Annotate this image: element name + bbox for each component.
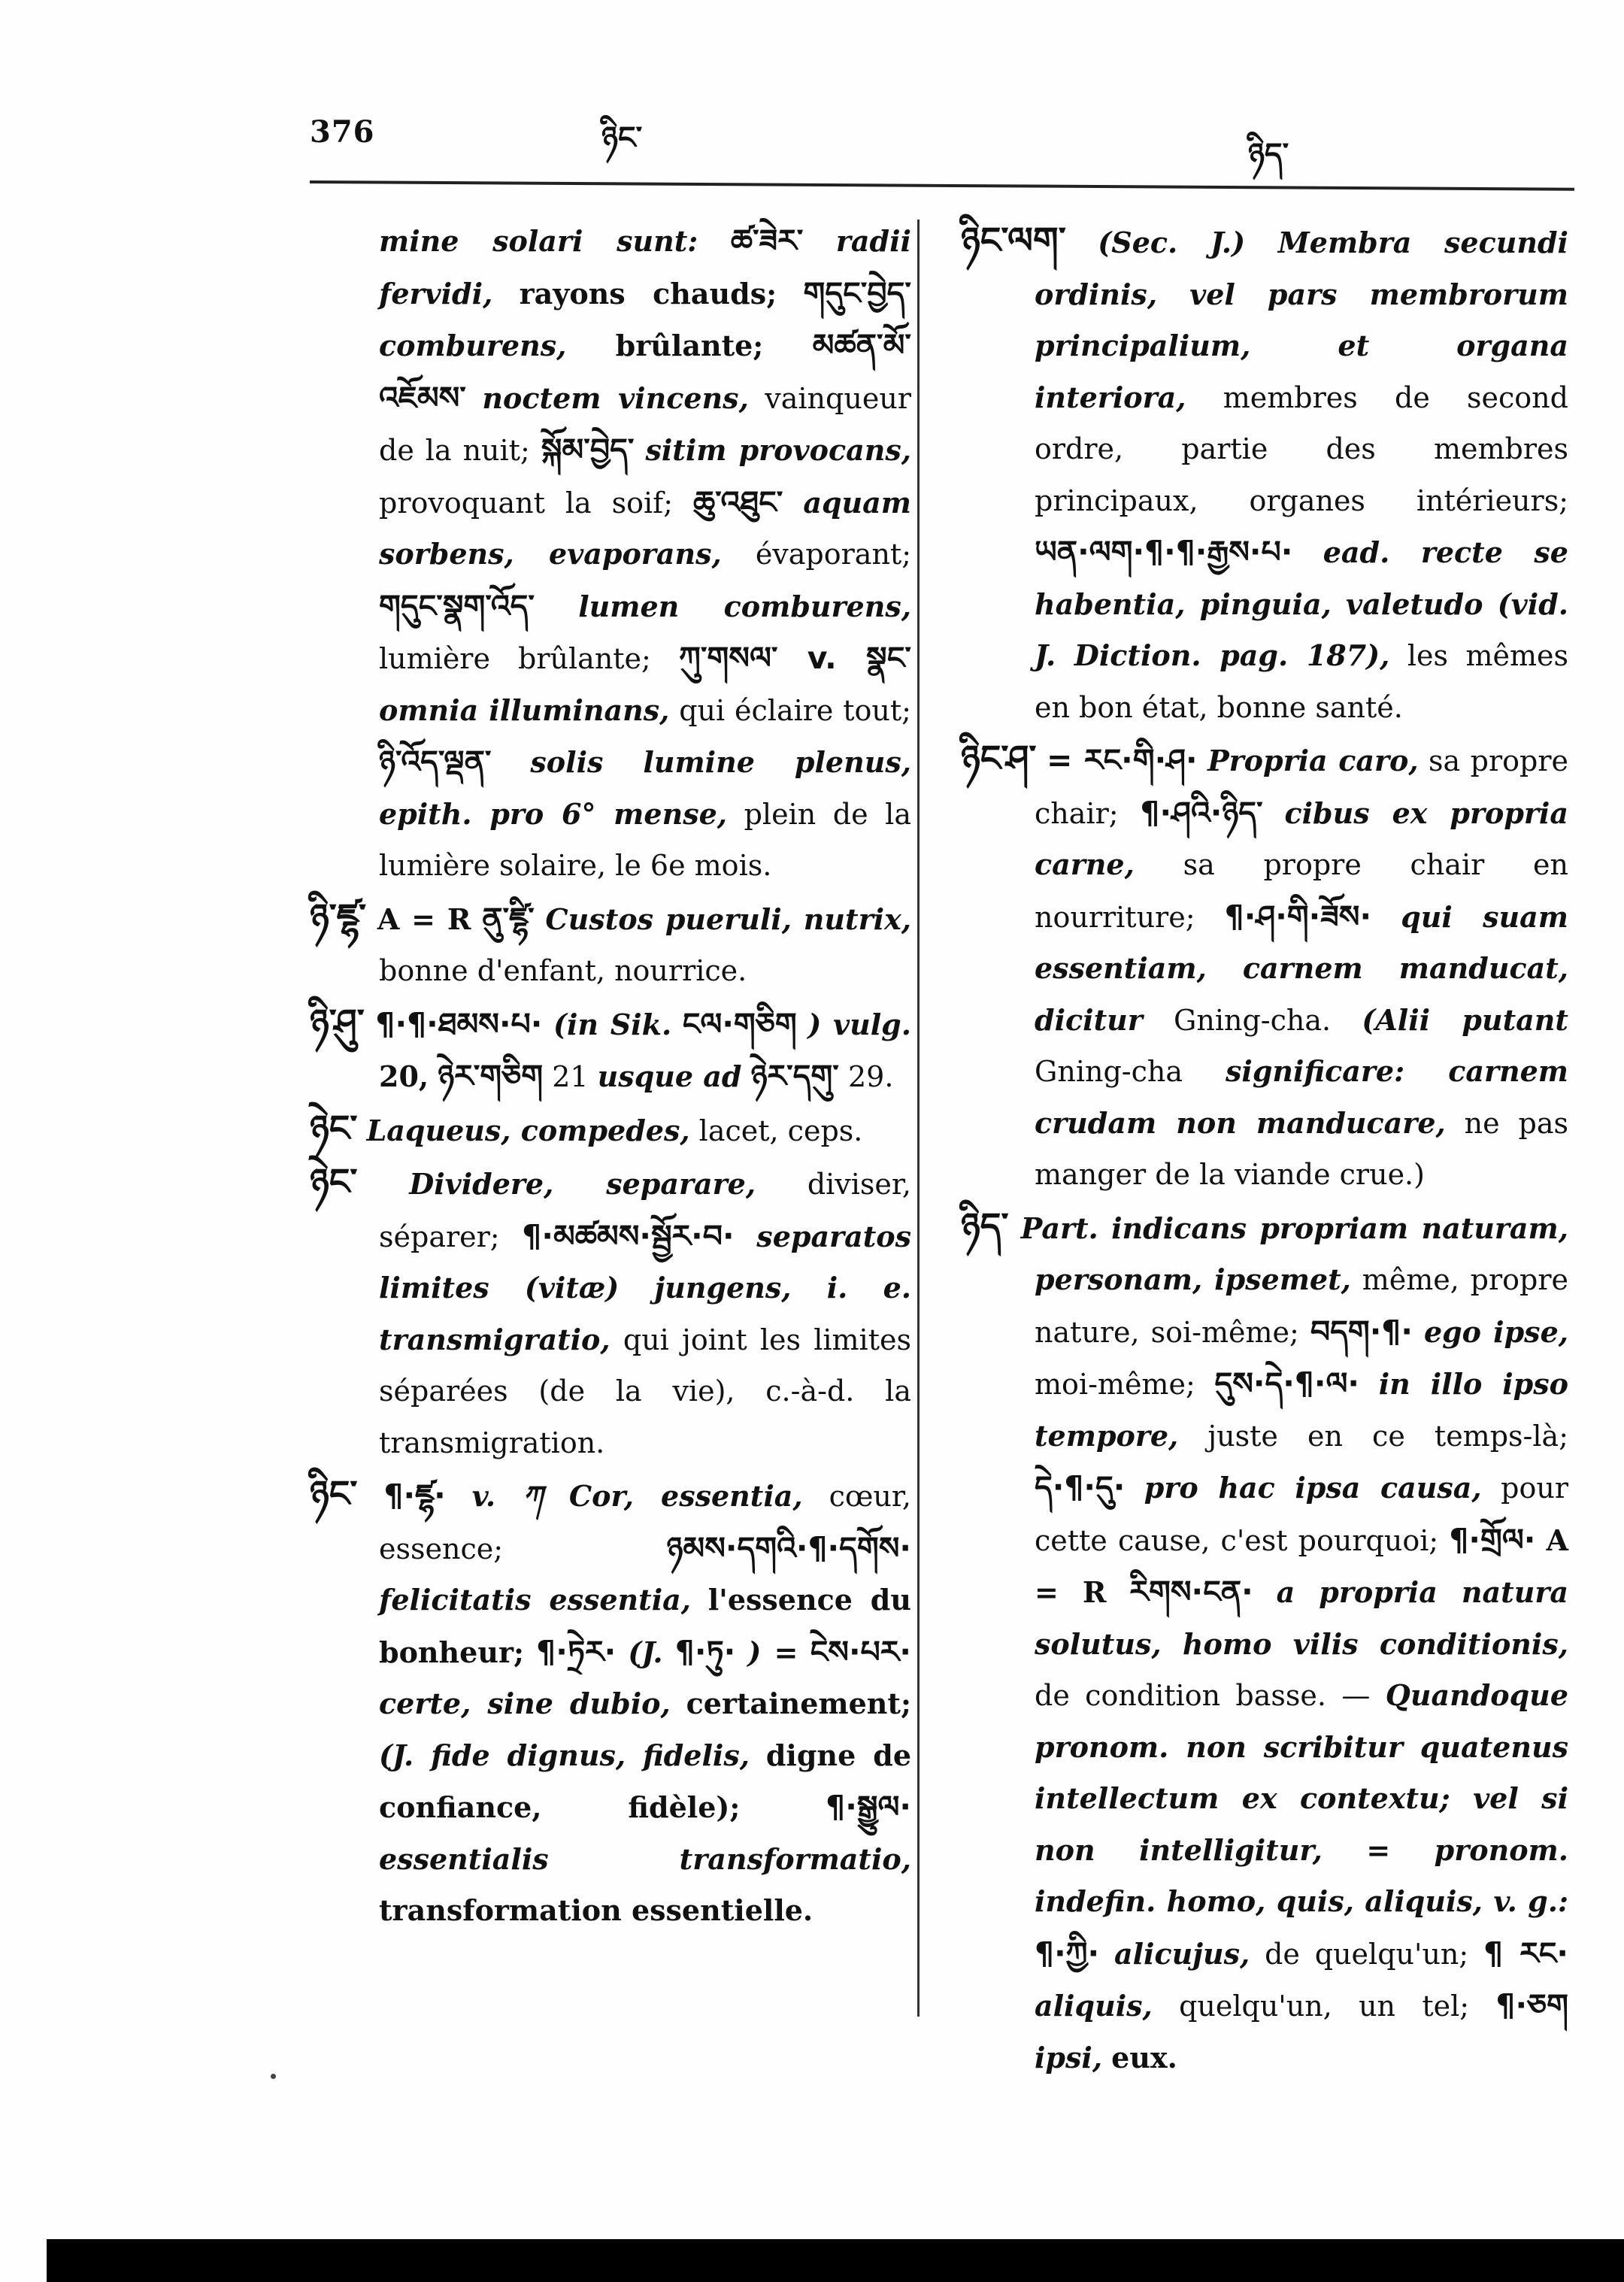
tibetan-text: ¶·ཤ·གི·ཟོས· bbox=[1224, 898, 1372, 935]
tibetan-text: དུས·དེ·¶·ལ· bbox=[1214, 1365, 1359, 1402]
french-text: de quelqu'un; bbox=[1265, 1937, 1469, 1971]
french-text: quelqu'un, un tel; bbox=[1179, 1990, 1470, 2023]
tibetan-text: མཚན་མོ་འཇོམས་ bbox=[379, 327, 911, 416]
french-text: plein de la lumière solaire, le 6e mois. bbox=[379, 797, 911, 882]
headword: ཉིད་ bbox=[961, 1205, 1009, 1247]
latin-text: Propria caro, bbox=[1207, 744, 1419, 777]
equation-text: A = R bbox=[1035, 1523, 1568, 1609]
tibetan-text: ¶·ཀྱི· bbox=[1035, 1935, 1100, 1971]
dictionary-entry bbox=[310, 1468, 911, 1937]
headword: ཉིང་ bbox=[310, 1473, 358, 1515]
latin-text: mine solari sunt: bbox=[379, 224, 698, 258]
latin-text: cibus ex propria carne, bbox=[1035, 796, 1568, 881]
column-divider bbox=[917, 220, 920, 2017]
tibetan-text: ¶·གྲོལ· bbox=[1449, 1521, 1536, 1558]
tibetan-text: སྐོམ་བྱེད་ bbox=[541, 432, 635, 468]
running-head-right: ཉིད་ bbox=[1248, 136, 1289, 172]
tibetan-text: བདག·¶· bbox=[1310, 1313, 1413, 1350]
dictionary-entry bbox=[310, 1156, 911, 1468]
french-text: eux. bbox=[1111, 2040, 1177, 2074]
tibetan-text: ¶·¶·ཐམས·པ· bbox=[375, 1005, 543, 1042]
dictionary-entry bbox=[310, 997, 911, 1103]
tibetan-text: ནུ་ཛྷི་ bbox=[482, 900, 535, 937]
latin-text: alicujus, bbox=[1113, 1936, 1250, 1971]
latin-text: (J. bbox=[628, 1635, 663, 1669]
latin-text: ) = bbox=[747, 1635, 798, 1669]
latin-text: v. ཀ bbox=[471, 1479, 543, 1513]
entry-continuation bbox=[310, 215, 911, 892]
header-rule bbox=[310, 180, 1574, 191]
headword: ཉེང་ bbox=[310, 1107, 358, 1150]
tibetan-text: ¶ རང· bbox=[1483, 1935, 1568, 1971]
french-text: bonne d'enfant, nourrice. bbox=[379, 954, 747, 987]
french-text: Gning-cha bbox=[1035, 1055, 1183, 1088]
number-text: 21 bbox=[552, 1060, 589, 1093]
tibetan-text: ཡན·ལག·¶·¶·རྒྱས·པ· bbox=[1035, 534, 1293, 570]
french-text: moi-même; bbox=[1035, 1368, 1195, 1401]
dictionary-entry bbox=[310, 892, 911, 997]
french-text: l'essence du bonheur; bbox=[379, 1583, 911, 1669]
french-text: pour cette cause, c'est pourquoi; bbox=[1035, 1471, 1568, 1557]
tibetan-text: ¶·ཏྲེར· bbox=[536, 1633, 617, 1670]
running-head-left: ཉིང་ bbox=[601, 120, 643, 156]
french-text: sa propre chair; bbox=[1035, 744, 1568, 830]
stray-mark bbox=[271, 2074, 276, 2079]
tibetan-text: གདུང་བྱེད་ bbox=[803, 274, 911, 311]
french-text: évaporant; bbox=[755, 538, 911, 571]
tibetan-text: ¶·ཤའི·ཉིད་ bbox=[1140, 794, 1263, 831]
french-text: membres de second ordre, partie des membres principaux, organes intérieurs; bbox=[1035, 380, 1568, 517]
french-text: brûlante; bbox=[615, 329, 764, 362]
latin-text: ead. recte se habentia, pinguia, valetudo (vid. J. Diction. pag. 187), bbox=[1035, 535, 1568, 672]
left-column bbox=[310, 215, 911, 1937]
latin-text: felicitatis essentia, bbox=[379, 1583, 692, 1617]
tibetan-text: ¶·མཚམས·སྦྱོར·བ· bbox=[522, 1217, 735, 1254]
dictionary-entry bbox=[310, 1103, 911, 1157]
tibetan-text: ཆུ་འཐུང་ bbox=[692, 483, 783, 520]
latin-text: a propria natura solutus, homo vilis conditionis, bbox=[1035, 1575, 1568, 1661]
tibetan-text: གདུང་སྣག་འོད་ bbox=[379, 587, 535, 624]
latin-text: solis lumine plenus, epith. pro 6° mense, bbox=[379, 745, 911, 831]
number-text: 20, bbox=[379, 1059, 429, 1093]
latin-text: Cor, essentia, bbox=[568, 1479, 803, 1513]
french-text: juste en ce temps-là; bbox=[1207, 1419, 1568, 1453]
tibetan-text: ངེས·པར· bbox=[810, 1633, 911, 1670]
headword: ཉི་ཤུ་ bbox=[310, 1001, 365, 1044]
french-text: transformation essentielle. bbox=[379, 1893, 814, 1927]
latin-text: (Alii putant bbox=[1362, 1002, 1568, 1037]
latin-text: ego ipse, bbox=[1423, 1314, 1568, 1349]
latin-text: significare: carnem crudam non manducare, bbox=[1035, 1054, 1568, 1140]
french-text: provoquant la soif; bbox=[379, 486, 673, 520]
latin-text: (in Sik. bbox=[553, 1007, 672, 1041]
tibetan-text: ¶·ཏུ· bbox=[674, 1633, 736, 1670]
headword: ཉིང་ལག་ bbox=[961, 220, 1066, 262]
latin-text: lumen comburens, bbox=[578, 589, 911, 623]
dictionary-entry bbox=[961, 215, 1568, 733]
latin-text: noctem vincens, bbox=[482, 380, 749, 415]
number-text: 29. bbox=[848, 1060, 894, 1093]
headword: ཉིང་ཤ་ bbox=[961, 738, 1037, 780]
tibetan-text: ¶·ཛྷ· bbox=[383, 1477, 446, 1514]
dictionary-entry bbox=[961, 1201, 1568, 2084]
french-text: cœur, essence; bbox=[379, 1480, 911, 1565]
latin-text: ipsi, bbox=[1035, 2040, 1103, 2074]
french-text: qui joint les limites séparées (de la vie), c.-à-d. la transmigration. bbox=[379, 1323, 911, 1459]
latin-text: Part. indicans propriam naturam, personam, ipsemet, bbox=[1020, 1211, 1568, 1296]
french-text: diviser, séparer; bbox=[379, 1168, 911, 1253]
latin-text: omnia illuminans, bbox=[379, 692, 670, 727]
equation-text: = རང·གི·ཤ· bbox=[1046, 742, 1198, 778]
french-text: digne de confiance, fidèle); bbox=[379, 1738, 911, 1824]
french-text: de condition basse. — bbox=[1035, 1679, 1371, 1712]
latin-text: qui suam essentiam, carnem manducat, dicitur bbox=[1035, 899, 1568, 1037]
tibetan-text: ཉི་འོད་ལྡན་ bbox=[379, 744, 492, 780]
latin-text: aquam sorbens, evaporans, bbox=[379, 485, 911, 571]
french-text: sa propre chair en nourriture; bbox=[1035, 848, 1568, 934]
tibetan-text: དེ·¶·དུ· bbox=[1035, 1469, 1126, 1505]
french-text: rayons chauds; bbox=[519, 276, 777, 311]
french-text: certainement; bbox=[686, 1686, 911, 1720]
latin-text: radii fervidi, bbox=[379, 224, 911, 311]
tibetan-text: ¶·ཅག bbox=[1495, 1987, 1568, 2023]
french-text: même, propre nature, soi-même; bbox=[1035, 1263, 1568, 1349]
tibetan-text: ཚ་ཟེར་ bbox=[730, 223, 804, 259]
french-text: vainqueur de la nuit; bbox=[379, 381, 911, 467]
latin-text: Custos pueruli, nutrix, bbox=[545, 902, 911, 936]
tibetan-text: ¶·སྒྱུལ· bbox=[826, 1789, 911, 1825]
tibetan-text: ཉམས·དགའི·¶·དགོས· bbox=[666, 1529, 911, 1566]
latin-text: comburens, bbox=[379, 329, 567, 362]
french-text: ne pas manger de la viande crue.) bbox=[1035, 1106, 1568, 1191]
tibetan-text: ཉེར་གཅིག bbox=[438, 1058, 544, 1094]
latin-text: pro hac ipsa causa, bbox=[1144, 1471, 1482, 1505]
latin-text: sitim provocans, bbox=[645, 433, 911, 467]
equation-text: A = R bbox=[377, 902, 471, 936]
latin-text: in illo ipso tempore, bbox=[1035, 1367, 1568, 1453]
tibetan-text: རིགས·ངན· bbox=[1129, 1574, 1253, 1610]
latin-text: certe, sine dubio, bbox=[379, 1686, 671, 1720]
latin-text: separatos limites (vitæ) jungens, i. e. transmigratio, bbox=[379, 1219, 911, 1356]
latin-text: Quandoque pronom. non scribitur quatenus intellectum ex contextu; vel si non intelligitur, = pronom. indefin. homo, quis, aliquis, v. g.: bbox=[1035, 1678, 1568, 1918]
latin-text: (J. fide dignus, fidelis, bbox=[379, 1738, 750, 1772]
page-number: 376 bbox=[310, 114, 375, 150]
french-text: lacet, ceps. bbox=[698, 1114, 863, 1147]
french-text: lumière brûlante; bbox=[379, 642, 651, 675]
latin-text: Dividere, separare, bbox=[409, 1167, 756, 1201]
french-text: Gning-cha. bbox=[1173, 1003, 1332, 1037]
tibetan-text: ཀུ་གསལ་ v. སྣང་ bbox=[678, 640, 911, 676]
french-text: qui éclaire tout; bbox=[679, 693, 911, 727]
latin-text: usque ad bbox=[597, 1059, 742, 1093]
headword: ཉི་ཛྷ་ bbox=[310, 896, 367, 938]
tibetan-text: ངལ·གཅིག bbox=[682, 1005, 797, 1042]
headword: ཉེང་ bbox=[310, 1161, 358, 1203]
french-text: les mêmes en bon état, bonne santé. bbox=[1035, 639, 1568, 724]
latin-text: ) vulg. bbox=[807, 1007, 911, 1041]
latin-text: aliquis, bbox=[1035, 1989, 1153, 2023]
latin-text: (Sec. J.) Membra secundi ordinis, vel pars membrorum principalium, et organa interiora, bbox=[1035, 226, 1568, 414]
scan-border-bottom bbox=[47, 2239, 1624, 2282]
right-column bbox=[961, 215, 1568, 2083]
dictionary-entry bbox=[961, 733, 1568, 1201]
latin-text: Laqueus, compedes, bbox=[366, 1113, 690, 1147]
tibetan-text: ཉེར་དགུ་ bbox=[750, 1058, 839, 1094]
latin-text: essentialis transformatio, bbox=[379, 1841, 911, 1876]
